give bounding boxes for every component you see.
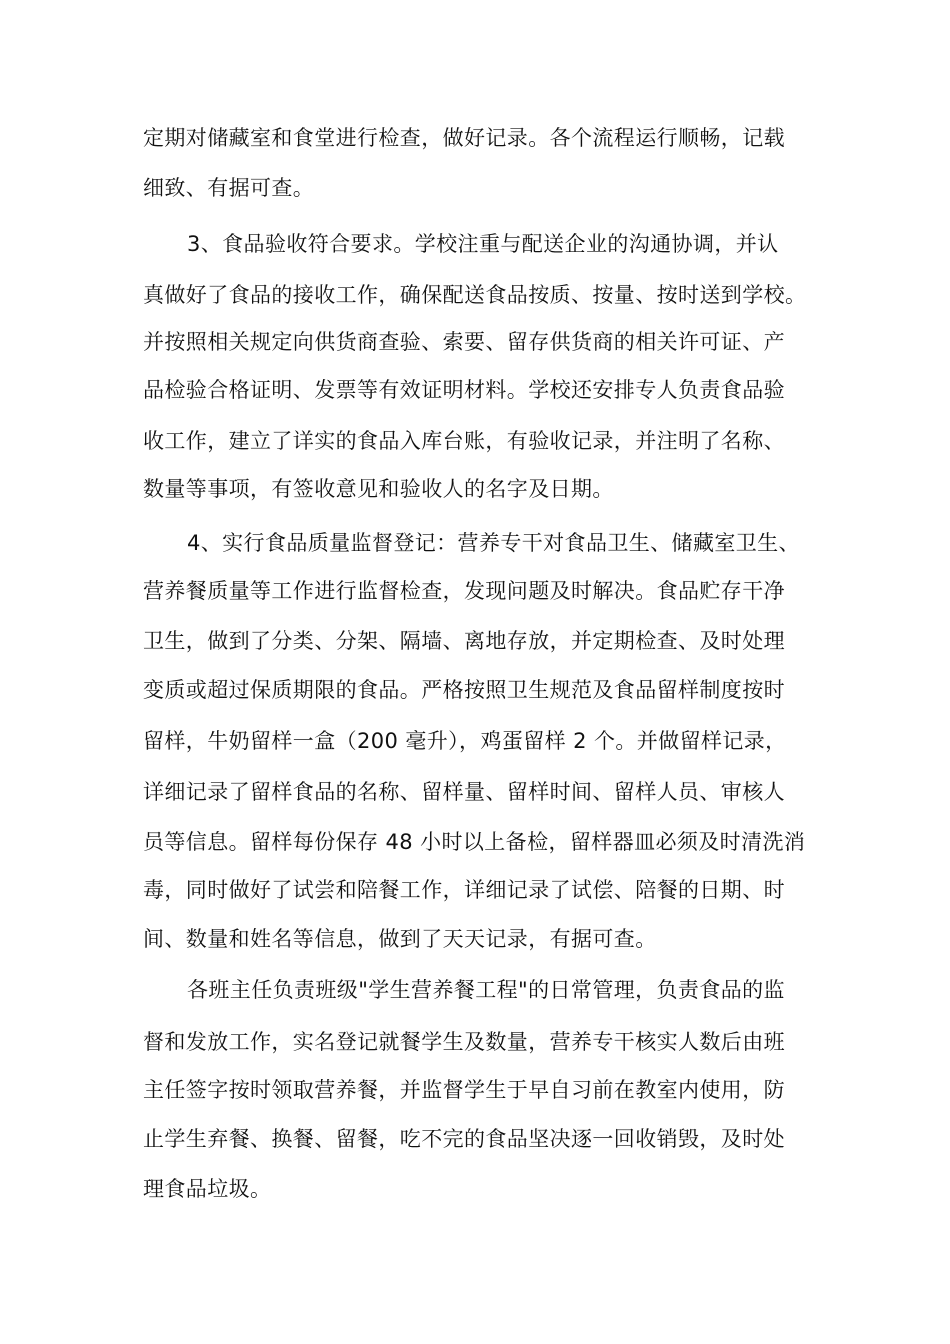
text-line: 各班主任负责班级"学生营养餐工程"的日常管理，负责食品的监 xyxy=(187,978,785,1002)
text-line: 细致、有据可查。 xyxy=(143,176,315,200)
text-line: 营养餐质量等工作进行监督检查，发现问题及时解决。食品贮存干净 xyxy=(143,579,785,603)
text-line: 数量等事项，有签收意见和验收人的名字及日期。 xyxy=(143,477,614,501)
text-line: 变质或超过保质期限的食品。严格按照卫生规范及食品留样制度按时 xyxy=(143,678,785,702)
text-line: 理食品垃圾。 xyxy=(143,1177,272,1201)
text-line: 3、食品验收符合要求。学校注重与配送企业的沟通协调，并认 xyxy=(187,232,779,256)
text-line: 详细记录了留样食品的名称、留样量、留样时间、留样人员、审核人 xyxy=(143,780,785,804)
text-line: 品检验合格证明、发票等有效证明材料。学校还安排专人负责食品验 xyxy=(143,378,785,402)
text-line: 督和发放工作，实名登记就餐学生及数量，营养专干核实人数后由班 xyxy=(143,1030,785,1054)
text-line: 并按照相关规定向供货商查验、索要、留存供货商的相关许可证、产 xyxy=(143,330,785,354)
text-line: 4、实行食品质量监督登记：营养专干对食品卫生、储藏室卫生、 xyxy=(187,531,800,555)
text-line: 员等信息。留样每份保存 48 小时以上备检，留样器皿必须及时清洗消 xyxy=(143,830,806,854)
text-line: 主任签字按时领取营养餐，并监督学生于早自习前在教室内使用，防 xyxy=(143,1078,785,1102)
text-line: 定期对储藏室和食堂进行检查，做好记录。各个流程运行顺畅，记载 xyxy=(143,126,785,150)
text-line: 真做好了食品的接收工作，确保配送食品按质、按量、按时送到学校。 xyxy=(143,283,807,307)
text-line: 止学生弃餐、换餐、留餐，吃不完的食品坚决逐一回收销毁，及时处 xyxy=(143,1127,785,1151)
text-line: 毒，同时做好了试尝和陪餐工作，详细记录了试偿、陪餐的日期、时 xyxy=(143,878,785,902)
text-line: 间、数量和姓名等信息，做到了天天记录，有据可查。 xyxy=(143,927,657,951)
text-line: 留样，牛奶留样一盒（200 毫升），鸡蛋留样 2 个。并做留样记录， xyxy=(143,729,787,753)
text-line: 收工作，建立了详实的食品入库台账，有验收记录，并注明了名称、 xyxy=(143,429,785,453)
text-line: 卫生，做到了分类、分架、隔墙、离地存放，并定期检查、及时处理 xyxy=(143,629,785,653)
